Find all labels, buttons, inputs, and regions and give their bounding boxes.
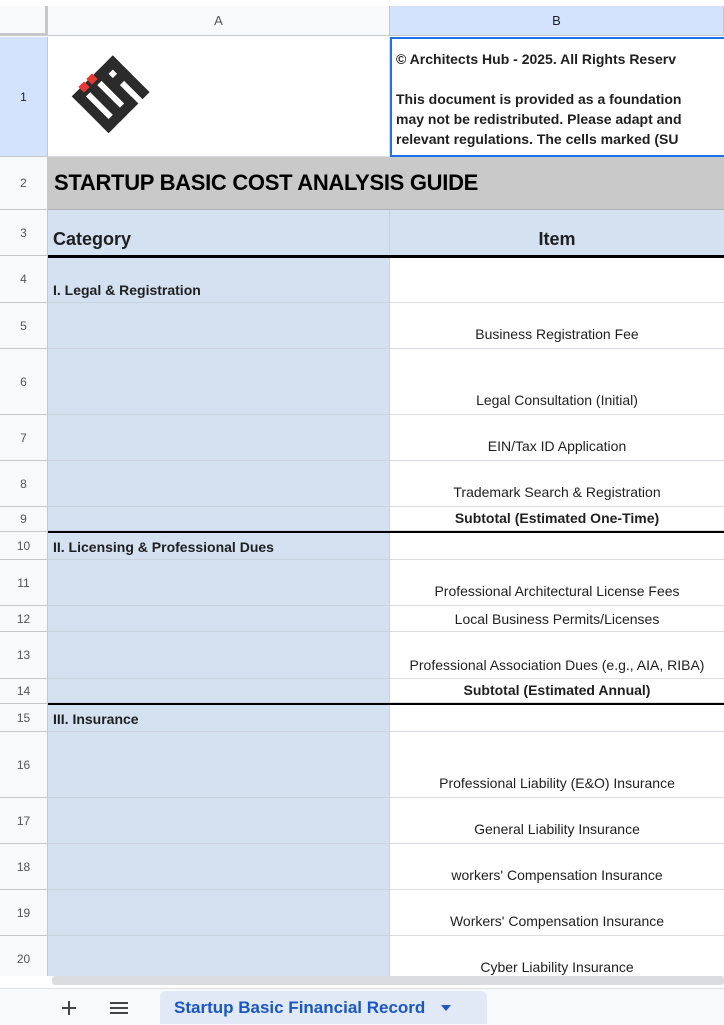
- cell-b15[interactable]: [390, 705, 724, 732]
- cell-b4[interactable]: [390, 258, 724, 303]
- row-header-12[interactable]: 12: [0, 606, 48, 632]
- row-header-13[interactable]: 13: [0, 632, 48, 679]
- horizontal-scrollbar-thumb[interactable]: [52, 976, 724, 985]
- item-header[interactable]: Item: [390, 210, 724, 256]
- cell-a9[interactable]: [48, 507, 390, 531]
- notice-line-3: may not be redistributed. Please adapt and: [396, 111, 682, 127]
- select-all-corner[interactable]: [0, 6, 48, 36]
- hamburger-icon: [110, 1001, 128, 1015]
- all-sheets-button[interactable]: [106, 995, 132, 1021]
- cell-a8[interactable]: [48, 461, 390, 507]
- category-header[interactable]: Category: [48, 210, 390, 256]
- cell-a11[interactable]: [48, 560, 390, 606]
- cell-a16[interactable]: [48, 732, 390, 798]
- plus-icon: [62, 1001, 76, 1015]
- subtotal-annual[interactable]: Subtotal (Estimated Annual): [390, 679, 724, 703]
- row-header-9[interactable]: 9: [0, 507, 48, 532]
- row-header-1[interactable]: 1: [0, 37, 48, 157]
- sheet-tab-startup-basic-financial-record[interactable]: [160, 991, 487, 1024]
- row-header-14[interactable]: 14: [0, 679, 48, 704]
- row-header-20[interactable]: 20: [0, 936, 48, 976]
- row-header-11[interactable]: 11: [0, 560, 48, 606]
- item-trademark-search[interactable]: Trademark Search & Registration: [390, 461, 724, 507]
- notice-line-2: This document is provided as a foundation: [396, 91, 682, 107]
- row-header-6[interactable]: 6: [0, 349, 48, 415]
- subtotal-one-time[interactable]: Subtotal (Estimated One-Time): [390, 507, 724, 531]
- item-ein-tax-id[interactable]: EIN/Tax ID Application: [390, 415, 724, 461]
- cell-a6[interactable]: [48, 349, 390, 415]
- sheet-tab-label: Startup Basic Financial Record: [174, 997, 426, 1017]
- row-header-7[interactable]: 7: [0, 415, 48, 461]
- architects-hub-logo: [54, 37, 174, 157]
- item-architectural-license-fees[interactable]: Professional Architectural License Fees: [390, 560, 724, 606]
- row-header-10[interactable]: 10: [0, 532, 48, 560]
- cell-a20[interactable]: [48, 936, 390, 976]
- row-header-8[interactable]: 8: [0, 461, 48, 507]
- item-local-business-permits[interactable]: Local Business Permits/Licenses: [390, 606, 724, 632]
- category-legal-registration[interactable]: I. Legal & Registration: [48, 258, 390, 303]
- item-professional-liability-insurance[interactable]: Professional Liability (E&O) Insurance: [390, 732, 724, 798]
- cell-a14[interactable]: [48, 679, 390, 703]
- cell-b10[interactable]: [390, 533, 724, 560]
- cell-a5[interactable]: [48, 303, 390, 349]
- row-header-3[interactable]: 3: [0, 210, 48, 256]
- cell-a13[interactable]: [48, 632, 390, 679]
- cell-a19[interactable]: [48, 890, 390, 936]
- add-sheet-button[interactable]: [56, 995, 82, 1021]
- row-header-19[interactable]: 19: [0, 890, 48, 936]
- item-professional-association-dues[interactable]: Professional Association Dues (e.g., AIA, RIBA): [390, 632, 724, 679]
- cell-a12[interactable]: [48, 606, 390, 632]
- item-workers-comp-insurance-lower[interactable]: workers' Compensation Insurance: [390, 844, 724, 890]
- copyright-notice-cell[interactable]: [390, 37, 724, 157]
- row-header-17[interactable]: 17: [0, 798, 48, 844]
- column-header-a[interactable]: A: [48, 6, 390, 36]
- row-header-4[interactable]: 4: [0, 256, 48, 303]
- row-header-15[interactable]: 15: [0, 704, 48, 732]
- cell-a18[interactable]: [48, 844, 390, 890]
- row-header-16[interactable]: 16: [0, 732, 48, 798]
- row-header-2[interactable]: 2: [0, 157, 48, 210]
- item-legal-consultation[interactable]: Legal Consultation (Initial): [390, 349, 724, 415]
- row-header-5[interactable]: 5: [0, 303, 48, 349]
- item-workers-comp-insurance[interactable]: Workers' Compensation Insurance: [390, 890, 724, 936]
- logo-cell[interactable]: [48, 37, 390, 157]
- item-general-liability-insurance[interactable]: General Liability Insurance: [390, 798, 724, 844]
- notice-line-1: © Architects Hub - 2025. All Rights Reserv: [396, 51, 677, 67]
- notice-line-4: relevant regulations. The cells marked (SU: [396, 131, 679, 147]
- column-header-b[interactable]: B: [390, 6, 724, 36]
- page-title[interactable]: STARTUP BASIC COST ANALYSIS GUIDE: [48, 157, 724, 210]
- row-header-18[interactable]: 18: [0, 844, 48, 890]
- category-licensing-dues[interactable]: II. Licensing & Professional Dues: [48, 533, 390, 560]
- item-business-registration-fee[interactable]: Business Registration Fee: [390, 303, 724, 349]
- category-insurance[interactable]: III. Insurance: [48, 705, 390, 732]
- chevron-down-icon[interactable]: [441, 1005, 451, 1011]
- cell-a7[interactable]: [48, 415, 390, 461]
- item-cyber-liability-insurance[interactable]: Cyber Liability Insurance: [390, 936, 724, 976]
- cell-a17[interactable]: [48, 798, 390, 844]
